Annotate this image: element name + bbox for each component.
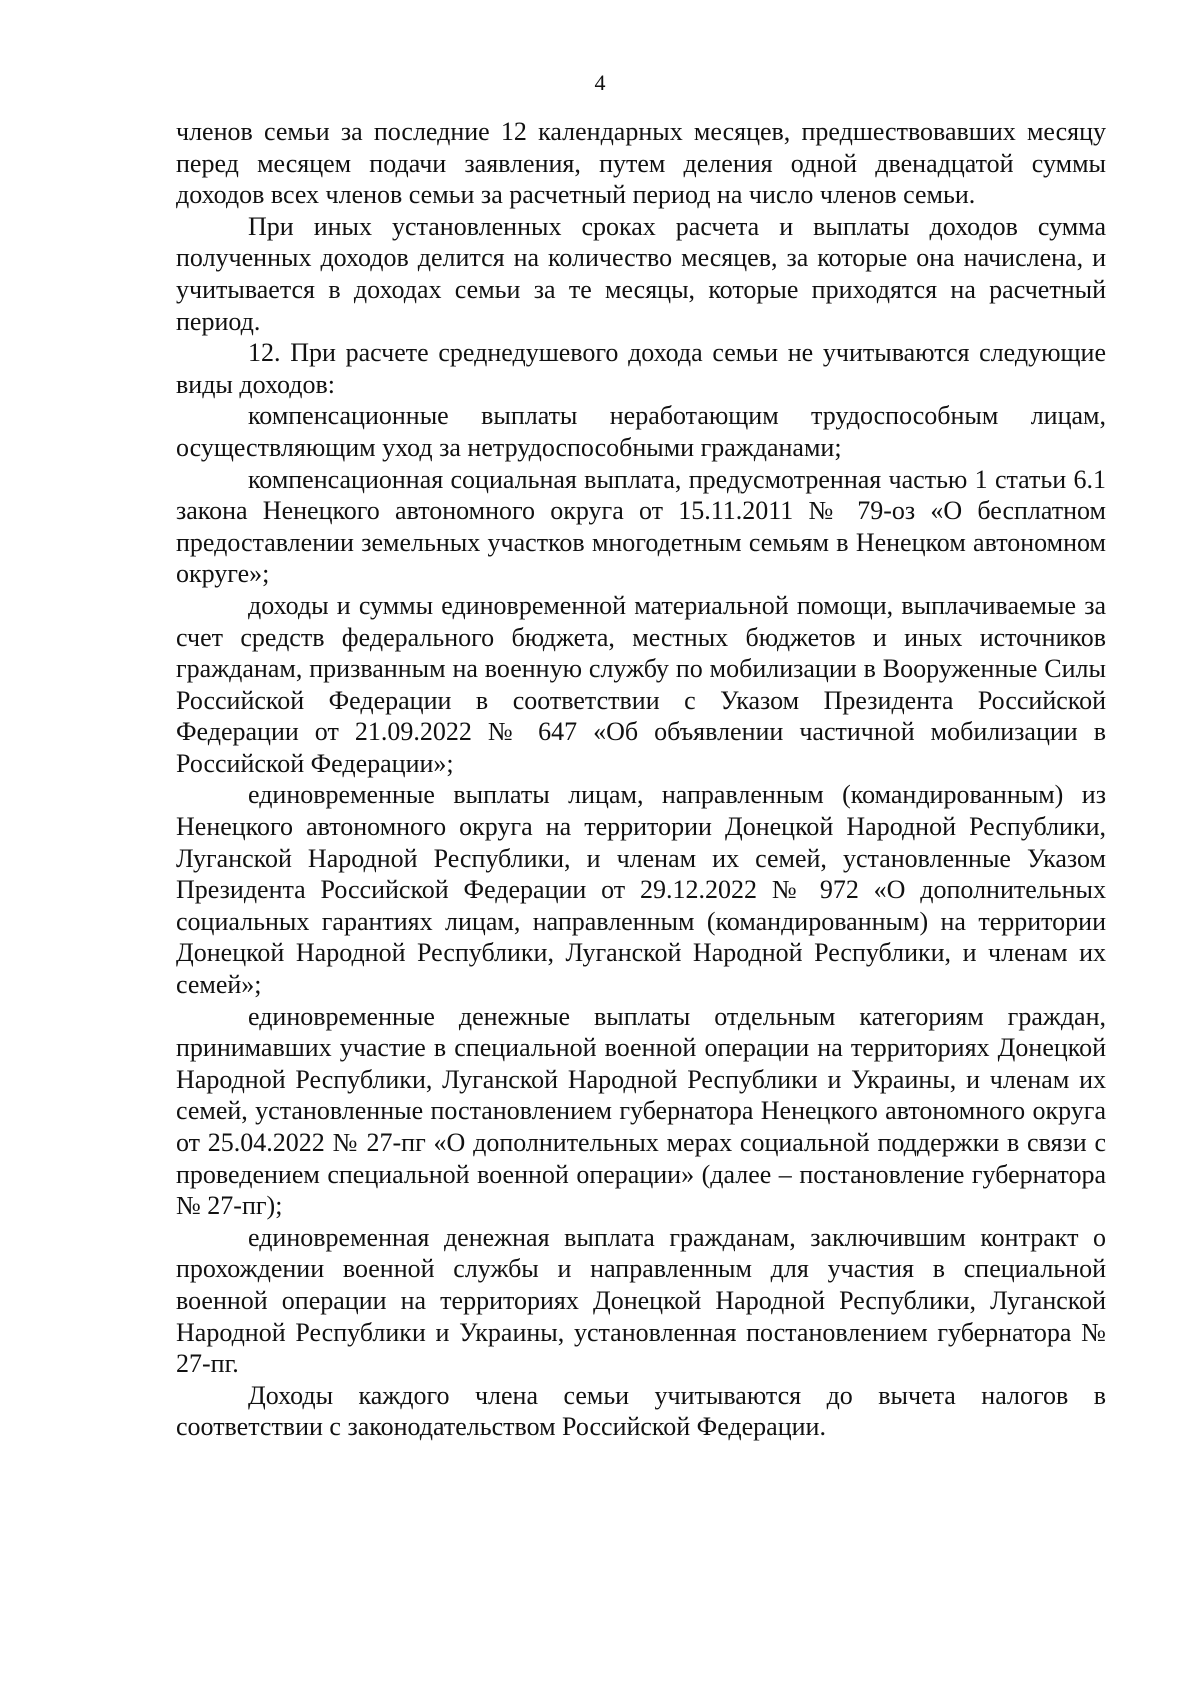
list-item-svo-payments: единовременные денежные выплаты отдельным категориям граждан, принимавших участие в специальной военной операции на территориях Донецкой Народной Республики, Луганской Народной Республики и Украины, и членам их семей, установленные постановлением губернатора Ненецкого автономного округа от 25.04.2022 № 27-пг «О дополнительных мерах социальной поддержки в связи с проведением специальной военной операции» (далее – постановление губернатора № 27-пг); [176,1001,1106,1221]
list-item-contract-payment: единовременная денежная выплата гражданам, заключившим контракт о прохождении военной службы и направленным для участия в специальной военной операции на территориях Донецкой Народной Республики, Луганской Народной Республики и Украины, установленная постановлением губернатора № 27-пг. [176,1222,1106,1379]
page-number: 4 [594,70,606,95]
document-body [176,116,1106,1443]
paragraph-item-12: 12. При расчете среднедушевого дохода семьи не учитываются следующие виды доходов: [176,338,1106,399]
list-item-compensation-care: компенсационные выплаты неработающим трудоспособным лицам, осуществляющим уход за нетрудоспособными гражданами; [176,401,1106,462]
list-item-land-compensation: компенсационная социальная выплата, предусмотренная частью 1 статьи 6.1 закона Ненецкого автономного округа от 15.11.2011 № 79-оз «О бесплатном предоставлении земельных участков многодетным семьям в Ненецком автономном округе»; [176,464,1106,589]
list-item-seconded-payments: единовременные выплаты лицам, направленным (командированным) из Ненецкого автономного округа на территории Донецкой Народной Республики, Луганской Народной Республики, и членам их семей, установленные Указом Президента Российской Федерации от 29.12.2022 № 972 «О дополнительных социальных гарантиях лицам, направленным (командированным) на территории Донецкой Народной Республики, Луганской Народной Республики, и членам их семей»; [176,780,1106,1000]
paragraph-income-before-tax: Доходы каждого члена семьи учитываются до вычета налогов в соответствии с законодательством Российской Федерации. [176,1380,1106,1442]
list-item-mobilization-aid: доходы и суммы единовременной материальной помощи, выплачиваемые за счет средств федерального бюджета, местных бюджетов и иных источников гражданам, призванным на военную службу по мобилизации в Вооруженные Силы Российской Федерации в соответствии с Указом Президента Российской Федерации от 21.09.2022 № 647 «Об объявлении частичной мобилизации в Российской Федерации»; [176,590,1106,778]
paragraph-other-payment-terms: При иных установленных сроках расчета и выплаты доходов сумма полученных доходов делится на количество месяцев, за которые она начислена, и учитывается в доходах семьи за те месяцы, которые приходятся на расчетный период. [176,211,1106,336]
paragraph-continuation: членов семьи за последние 12 календарных месяцев, предшествовавших месяцу перед месяцем подачи заявления, путем деления одной двенадцатой суммы доходов всех членов семьи за расчетный период на число членов семьи. [176,117,1106,210]
